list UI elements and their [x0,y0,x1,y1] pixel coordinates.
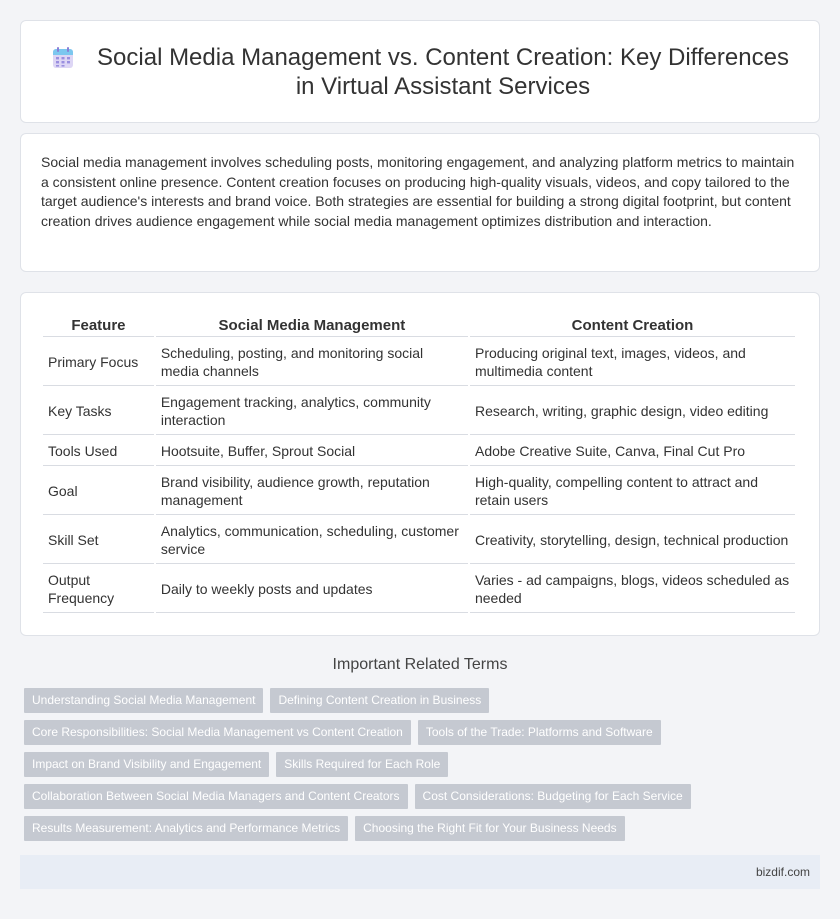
tag-row [24,816,824,841]
footer-site-link[interactable]: bizdif.com [755,865,810,879]
header-content-creation: Content Creation [470,314,795,337]
table-cell: Brand visibility, audience growth, reputation management [156,468,468,515]
tag-row [24,688,824,713]
related-term-tag[interactable]: Impact on Brand Visibility and Engagement [24,752,269,777]
footer [20,855,820,889]
table-cell: Key Tasks [43,388,154,435]
table-cell: Research, writing, graphic design, video editing [470,388,795,435]
table-row [43,566,795,613]
related-term-tag[interactable]: Results Measurement: Analytics and Performance Metrics [24,816,348,841]
related-terms-title: Important Related Terms [332,656,508,673]
table-cell: Scheduling, posting, and monitoring social media channels [156,339,468,386]
related-terms-list [24,688,824,848]
intro-paragraph: Social media management involves scheduling posts, monitoring engagement, and analyzing platform metrics to maintain a consistent online presence. Content creation focuses on producing high-quality visuals, videos, and copy tailored to the target audience's interests and brand voice. Both strategies are essential for building a strong digital footprint, but content creation drives audience engagement while social media management optimizes distribution and interaction. [41,154,795,229]
page-title: Social Media Management vs. Content Creation: Key Differences in Virtual Assistant Services [97,43,789,100]
related-term-tag[interactable]: Defining Content Creation in Business [270,688,489,713]
table-row [43,339,795,386]
table-cell: Adobe Creative Suite, Canva, Final Cut Pro [470,437,795,466]
related-term-tag[interactable]: Collaboration Between Social Media Managers and Content Creators [24,784,408,809]
header-feature: Feature [43,314,154,337]
related-term-tag[interactable]: Choosing the Right Fit for Your Business Needs [355,816,624,841]
related-term-tag[interactable]: Understanding Social Media Management [24,688,263,713]
table-header-row [43,314,795,337]
header-social-media-management: Social Media Management [156,314,468,337]
table-cell: Primary Focus [43,339,154,386]
table-row [43,517,795,564]
table-row [43,468,795,515]
table-cell: Goal [43,468,154,515]
tag-row [24,784,824,809]
table-row [43,437,795,466]
table-cell: Output Frequency [43,566,154,613]
comparison-table [41,312,797,615]
table-cell: Varies - ad campaigns, blogs, videos scheduled as needed [470,566,795,613]
title-card [20,20,820,123]
table-cell: Engagement tracking, analytics, community interaction [156,388,468,435]
tag-row [24,752,824,777]
table-cell: Hootsuite, Buffer, Sprout Social [156,437,468,466]
related-term-tag[interactable]: Cost Considerations: Budgeting for Each Service [415,784,691,809]
calendar-icon [51,46,75,70]
table-cell: Tools Used [43,437,154,466]
related-term-tag[interactable]: Skills Required for Each Role [276,752,448,777]
table-cell: Creativity, storytelling, design, technical production [470,517,795,564]
intro-card [20,133,820,272]
table-cell: Daily to weekly posts and updates [156,566,468,613]
table-cell: High-quality, compelling content to attract and retain users [470,468,795,515]
tag-row [24,720,824,745]
table-cell: Analytics, communication, scheduling, customer service [156,517,468,564]
table-cell: Producing original text, images, videos, and multimedia content [470,339,795,386]
related-term-tag[interactable]: Core Responsibilities: Social Media Management vs Content Creation [24,720,411,745]
table-cell: Skill Set [43,517,154,564]
comparison-card [20,292,820,636]
table-row [43,388,795,435]
related-term-tag[interactable]: Tools of the Trade: Platforms and Software [418,720,661,745]
title-wrap [21,21,819,122]
